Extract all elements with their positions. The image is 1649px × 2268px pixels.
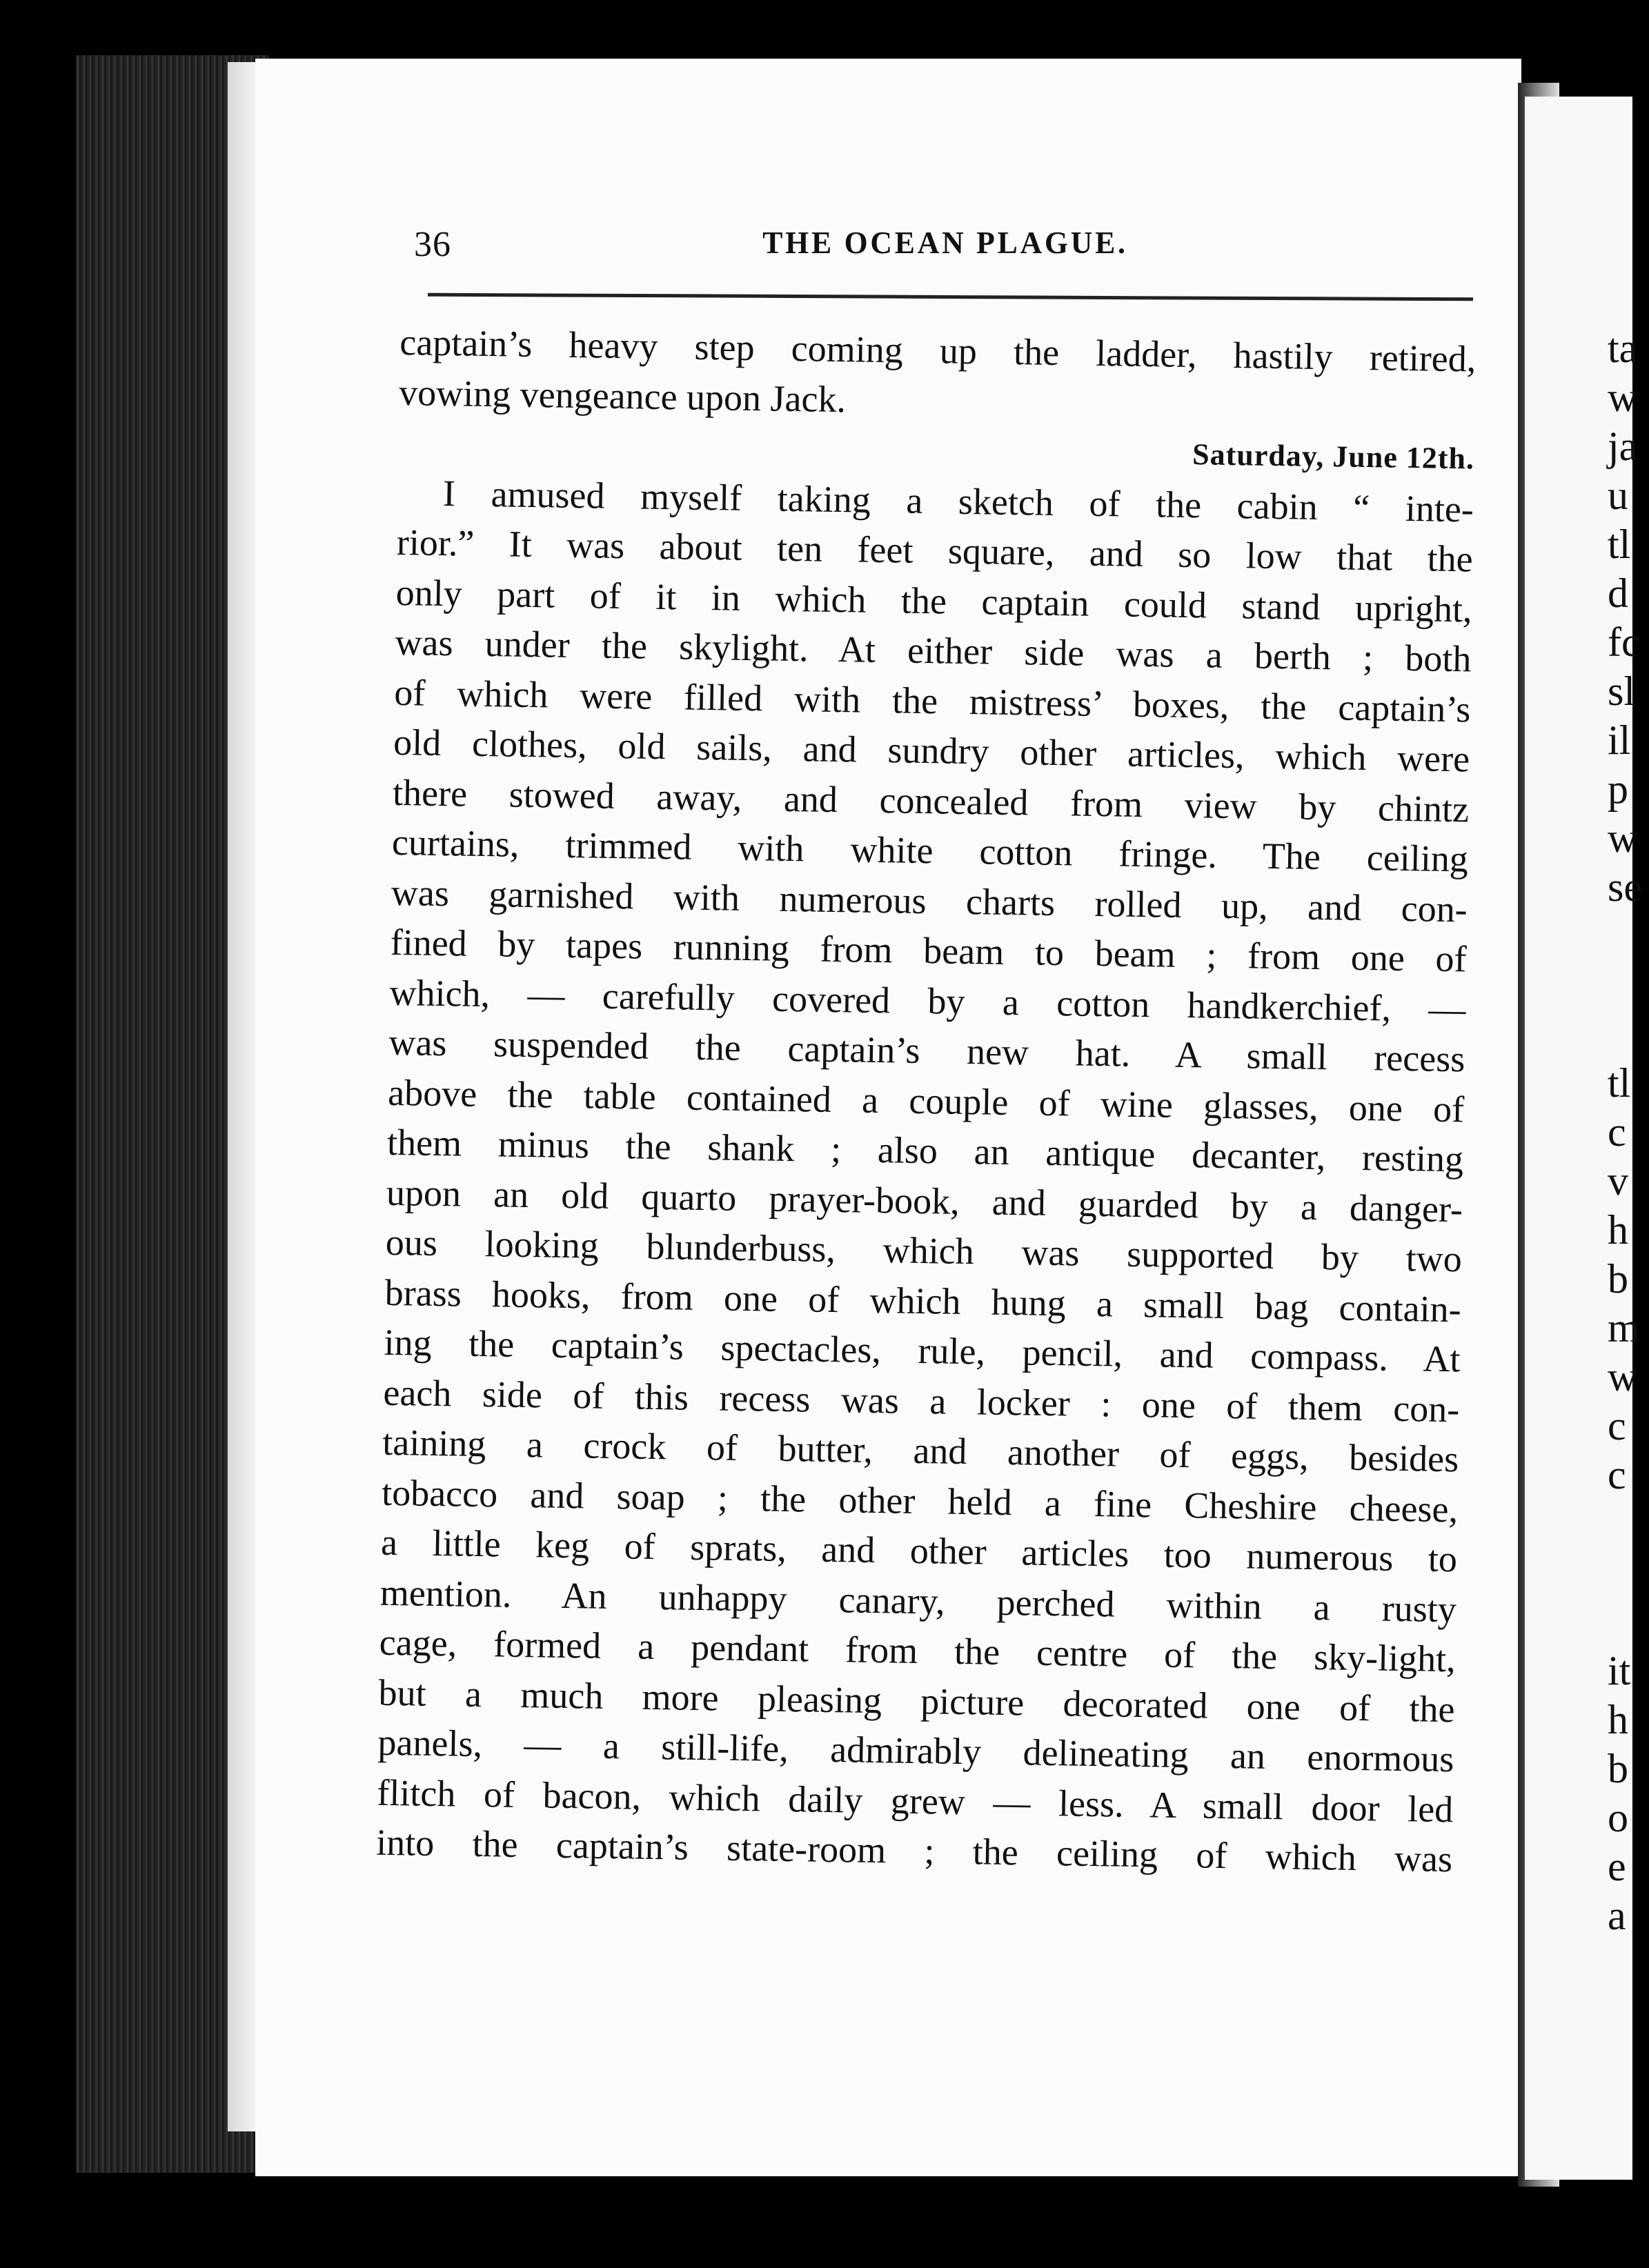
text-line: each side of this recess was a locker : one of them con- <box>383 1371 1460 1430</box>
text-line: taining a crock of butter, and another of eggs, besides <box>382 1421 1459 1480</box>
text-line: there stowed away, and concealed from view by chintz <box>392 771 1470 830</box>
facing-line-fragment: h <box>1608 1207 1628 1253</box>
text-line: was suspended the captain’s new hat. A small recess <box>388 1021 1465 1080</box>
facing-line-fragment: w <box>1608 1354 1638 1400</box>
page-number: 36 <box>414 225 451 264</box>
text-line: curtains, trimmed with white cotton fringe. The ceiling <box>391 821 1469 880</box>
text-line: rior.” It was about ten feet square, and so low that the <box>396 521 1474 580</box>
text-line: vowing vengeance upon Jack. <box>398 371 847 420</box>
dateline: Saturday, June 12th. <box>1192 437 1475 476</box>
text-line: upon an old quarto prayer-book, and guarded by a danger- <box>386 1171 1463 1230</box>
facing-line-fragment: v <box>1608 1158 1628 1204</box>
text-line: cage, formed a pendant from the centre of the sky-light, <box>379 1621 1457 1680</box>
facing-page-text <box>1608 324 1649 1940</box>
facing-line-fragment: tl <box>1608 521 1631 567</box>
text-line: tobacco and soap ; the other held a fine Cheshire cheese, <box>381 1471 1459 1530</box>
facing-line-fragment: tl <box>1608 1060 1631 1106</box>
text-line: fined by tapes running from beam to beam ; from one of <box>390 921 1468 980</box>
facing-line-fragment: ja <box>1608 424 1638 469</box>
facing-line-fragment: b <box>1608 1256 1628 1302</box>
facing-line-fragment: m <box>1608 1305 1640 1351</box>
text-line: ous looking blunderbuss, which was supported by two <box>385 1221 1463 1280</box>
text-line: captain’s heavy step coming up the ladder, hastily retired, <box>399 321 1477 380</box>
text-line: I amused myself taking a sketch of the cabin “ inte- <box>442 472 1474 530</box>
text-line: a little keg of sprats, and other articles too numerous to <box>380 1521 1458 1580</box>
facing-line-fragment: o <box>1608 1795 1628 1840</box>
facing-line-fragment: c <box>1608 1452 1626 1498</box>
facing-line-fragment: u <box>1608 472 1628 518</box>
page-header <box>414 224 1477 279</box>
facing-line-fragment: fc <box>1608 619 1640 665</box>
facing-line-fragment: il <box>1608 717 1631 763</box>
text-line: was under the skylight. At either side was a berth ; both <box>395 621 1472 680</box>
text-line: of which were filled with the mistress’ boxes, the captain’s <box>393 671 1471 730</box>
facing-line-fragment: a <box>1608 1893 1626 1938</box>
text-line: only part of it in which the captain could stand upright, <box>395 571 1473 630</box>
text-line: above the table contained a couple of wine glasses, one of <box>387 1071 1465 1130</box>
facing-line-fragment: p <box>1608 766 1628 812</box>
facing-line-fragment: w <box>1608 815 1638 861</box>
text-line: was garnished with numerous charts rolled up, and con- <box>391 871 1468 930</box>
text-line: into the captain’s state-room ; the ceiling of which was <box>375 1821 1453 1880</box>
text-line: old clothes, old sails, and sundry other articles, which were <box>393 721 1470 780</box>
text-line: brass hooks, from one of which hung a small bag contain- <box>384 1271 1462 1330</box>
text-line: ing the captain’s spectacles, rule, pencil, and compass. At <box>384 1321 1461 1380</box>
body-text <box>376 317 1477 1884</box>
facing-line-fragment: sl <box>1608 668 1636 714</box>
facing-line-fragment: d <box>1608 570 1628 616</box>
paragraph <box>376 467 1474 1884</box>
facing-line-fragment: it <box>1608 1648 1631 1693</box>
text-line: panels, — a still-life, admirably delineating an enormous <box>377 1721 1454 1780</box>
facing-line-fragment: h <box>1608 1697 1628 1742</box>
facing-line-fragment: c <box>1608 1109 1626 1155</box>
facing-line-fragment: e <box>1608 1844 1626 1889</box>
facing-line-fragment: w <box>1608 375 1638 420</box>
text-line: but a much more pleasing picture decorated one of the <box>378 1671 1455 1730</box>
text-line: which, — carefully covered by a cotton handkerchief, — <box>389 971 1466 1030</box>
text-line: flitch of bacon, which daily grew — less. A small door led <box>376 1771 1454 1830</box>
facing-line-fragment: c <box>1608 1403 1626 1449</box>
facing-line-fragment: b <box>1608 1746 1628 1791</box>
facing-line-fragment: se <box>1608 864 1642 910</box>
text-line: mention. An unhappy canary, perched within a rusty <box>379 1571 1457 1630</box>
facing-line-fragment: ta <box>1608 326 1638 371</box>
text-line: them minus the shank ; also an antique decanter, resting <box>386 1121 1464 1180</box>
running-title: THE OCEAN PLAGUE. <box>762 225 1128 260</box>
